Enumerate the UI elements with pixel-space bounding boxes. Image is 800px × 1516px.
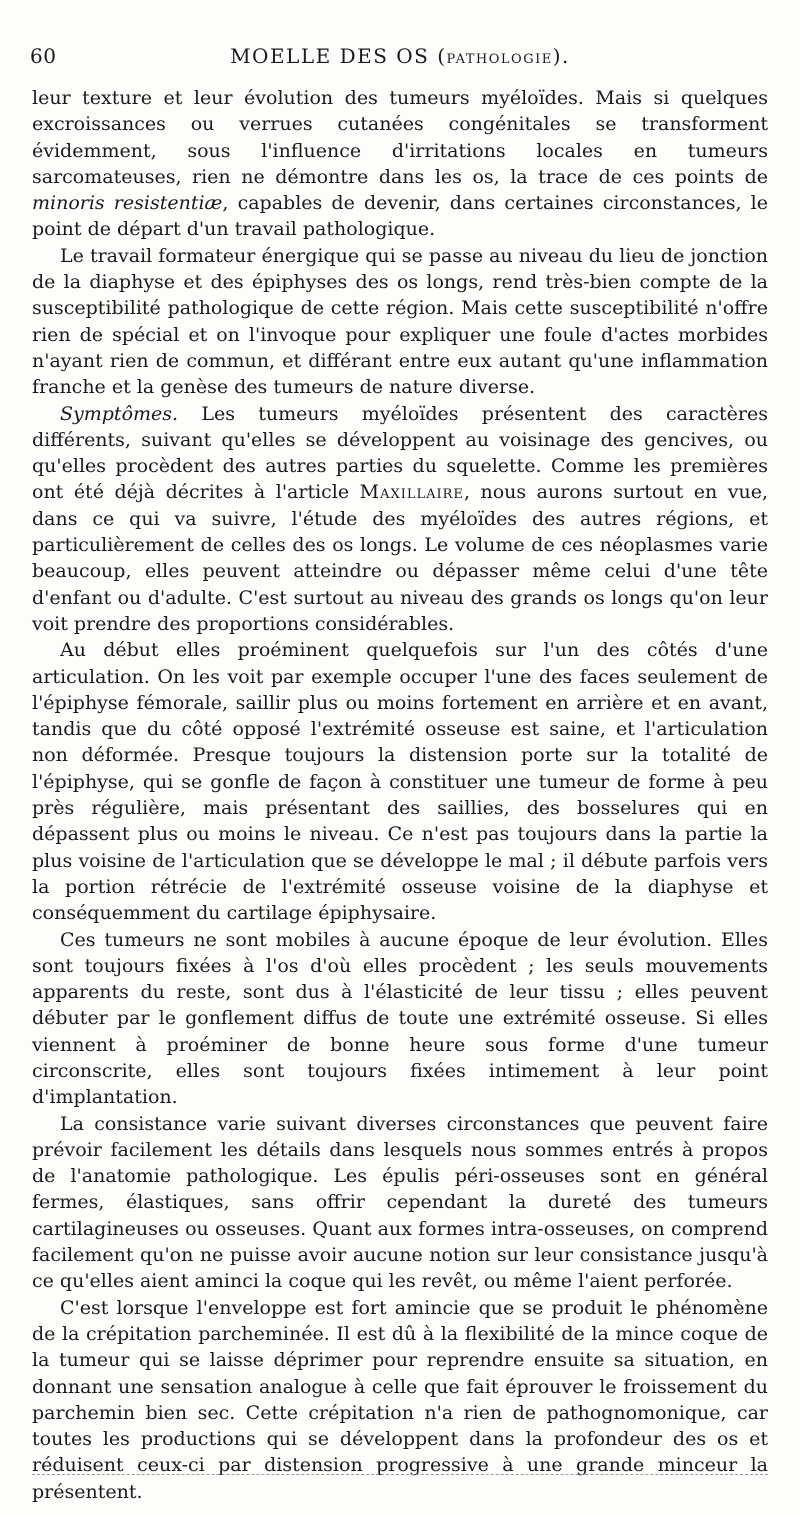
page-number: 60 — [30, 44, 57, 68]
paragraph-2: Le travail formateur énergique qui se passe au niveau du lieu de jonction de la diaphyse et des épiphyses des os longs, rend très-bien compte de la susceptibilité pathologique de cette région. Mais cette susceptibilité n'offre rien de spécial et on l'invoque pour expliquer une foule d'actes morbides n'ayant rien de commun, et différant entre eux autant qu'une inflammation franche et la genèse des tumeurs de nature diverse. — [32, 244, 768, 399]
page-header — [30, 44, 770, 74]
paragraph-4: Au début elles proéminent quelquefois sur l'un des côtés d'une articulation. On les voit par exemple occuper l'une des faces seulement de l'épiphyse fémorale, saillir plus ou moins fortement en arrière et en avant, tandis que du côté opposé l'extrémité osseuse est saine, et l'articulation non déformée. Presque toujours la distension porte sur la totalité de l'épiphyse, qui se gonfle de façon à constituer une tumeur de forme à peu près régulière, mais présentant des saillies, des bosselures qui en dépassent plus ou moins le niveau. Ce n'est pas toujours dans la partie la plus voisine de l'articulation que se développe le mal ; il débute parfois vers la portion rétrécie de l'extrémité osseuse voisine de la diaphyse et conséquemment du cartilage épiphysaire. — [32, 639, 768, 925]
running-head-main: MOELLE DES OS ( — [230, 44, 447, 68]
running-head — [30, 44, 770, 68]
footer-rule — [32, 1474, 768, 1475]
running-head-subtitle: PATHOLOGIE — [446, 52, 553, 67]
paragraph-3-text: Les tumeurs myéloïdes présentent des caractères différents, suivant qu'elles se développent au voisinage des gencives, ou qu'elles procèdent des autres parties du squelette. Comme les premières ont été déjà décrites à l'article — [32, 402, 768, 504]
paragraph-1 — [32, 85, 768, 243]
paragraph-3-end: , nous aurons surtout en vue, dans ce qui va suivre, l'étude des myéloïdes des autres régions, et particulièrement de celles des os longs. Le volume de ces néoplasmes varie beaucoup, elles peuvent atteindre ou dépasser même celui d'une tête d'enfant ou d'adulte. C'est surtout au niveau des grands os longs qu'on leur voit prendre des proportions considérables. — [32, 481, 768, 635]
paragraph-6: La consistance varie suivant diverses circonstances que peuvent faire prévoir facilement les détails dans lesquels nous sommes entrés à propos de l'anatomie pathologique. Les épulis péri-osseuses sont en général fermes, élastiques, sans offrir cependant la dureté des tumeurs cartilagineuses ou osseuses. Quant aux formes intra-osseuses, on comprend facilement qu'on ne puisse avoir aucune notion sur leur consistance jusqu'à ce qu'elles aient aminci la coque qui les revêt, ou même l'aient perforée. — [32, 1112, 768, 1293]
paragraph-1-end: , capables de devenir, dans certaines circonstances, le point de départ d'un travail pathologique. — [32, 192, 768, 241]
paragraph-5: Ces tumeurs ne sont mobiles à aucune époque de leur évolution. Elles sont toujours fixées à l'os d'où elles procèdent ; les seuls mouvements apparents du reste, sont dus à l'élasticité de leur tissu ; elles peuvent débuter par le gonflement diffus de toute une extrémité osseuse. Si elles viennent à proéminer de bonne heure sous forme d'une tumeur circonscrite, elles sont toujours fixées intimement à leur point d'implantation. — [32, 928, 768, 1109]
latin-phrase: minoris resistentiæ — [32, 192, 223, 215]
article-reference: Maxillaire — [359, 481, 464, 504]
running-head-end: ). — [552, 44, 570, 68]
paragraph-1-text: leur texture et leur évolution des tumeurs myéloïdes. Mais si quelques excroissances ou verrues cutanées congénitales se transforment évidemment, sous l'influence d'irritations locales en tumeurs sarcomateuses, rien ne démontre dans les os, la trace de ces points de — [32, 87, 768, 188]
paragraph-symptomes — [32, 401, 768, 638]
paragraph-7: C'est lorsque l'enveloppe est fort amincie que se produit le phénomène de la crépitation parcheminée. Il est dû à la flexibilité de la mince coque de la tumeur qui se laisse déprimer pour reprendre ensuite sa situation, en donnant une sensation analogue à celle que fait éprouver le froissement du parchemin bien sec. Cette crépitation n'a rien de pathognomonique, car toutes les productions qui se développent dans la profondeur des os et réduisent ceux-ci par distension progressive à une grande minceur la présentent. — [32, 1296, 768, 1503]
body-text — [32, 85, 768, 1505]
section-heading-symptomes: Symptômes. — [60, 402, 179, 425]
